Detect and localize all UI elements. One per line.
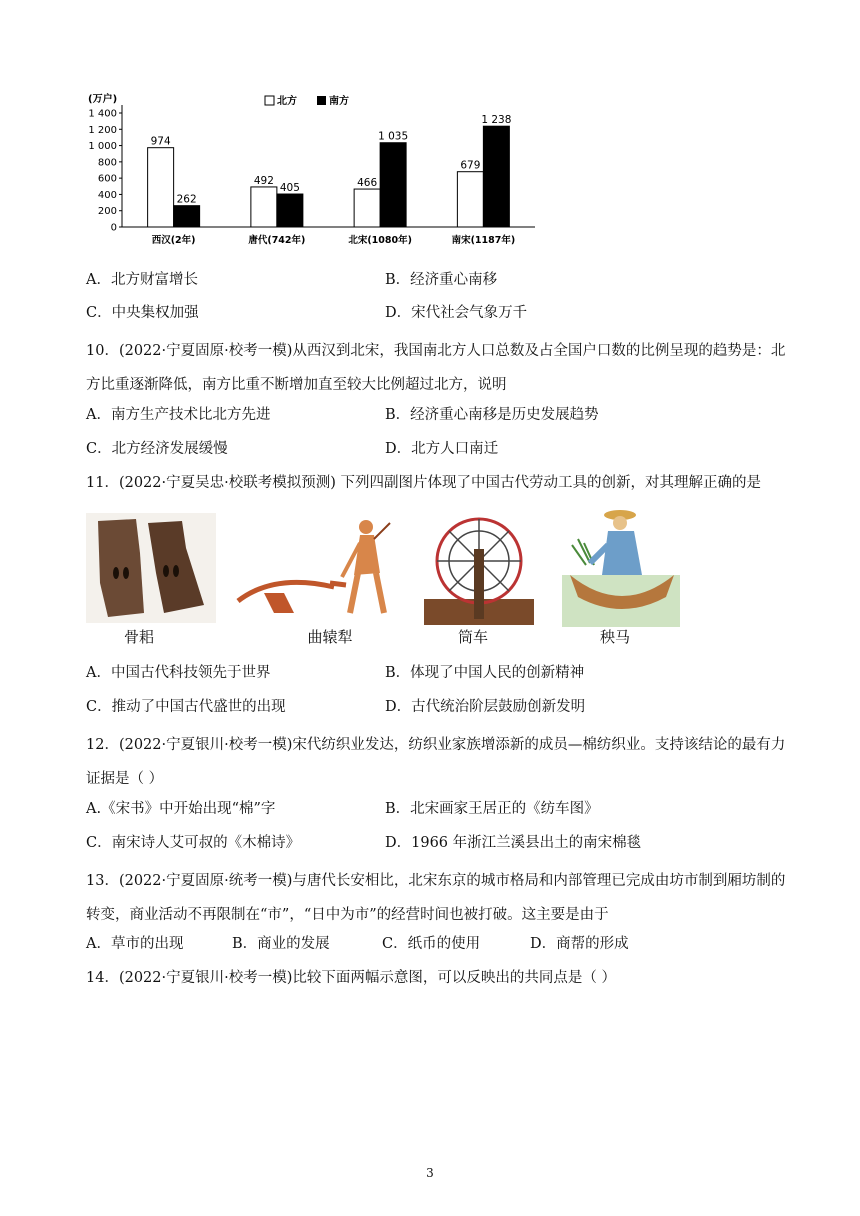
legend-label-south: 南方 <box>329 96 349 107</box>
bar-north <box>457 172 483 227</box>
bar-north <box>251 187 277 227</box>
bar-value-label: 679 <box>460 159 481 172</box>
bar-value-label: 974 <box>150 135 171 148</box>
bone-spade-image <box>86 513 216 623</box>
caption-curved-plow: 曲辕犁 <box>307 628 353 646</box>
q14-stem: 14．(2022·宁夏银川·校考一模)比较下面两幅示意图，可以反映出的共同点是（ ） <box>86 970 616 986</box>
caption-rice-seedling-horse: 秧马 <box>599 628 630 646</box>
q11-option-b: B．体现了中国人民的创新精神 <box>385 665 585 681</box>
q10-option-a: A．南方生产技术比北方先进 <box>86 407 271 423</box>
y-tick-label: 1 400 <box>88 108 117 120</box>
bar-north <box>148 148 174 227</box>
q9-option-d: D．宋代社会气象万千 <box>385 305 528 321</box>
bar-value-label: 1 035 <box>378 130 409 143</box>
y-tick-label: 1 200 <box>88 124 117 136</box>
bar-south <box>277 194 303 227</box>
q11-option-a: A．中国古代科技领先于世界 <box>86 665 271 681</box>
caption-waterwheel: 筒车 <box>457 628 488 646</box>
page-number: 3 <box>426 1166 434 1180</box>
q12-option-a: A.《宋书》中开始出现“棉”字 <box>86 801 276 817</box>
q12-option-c: C．南宋诗人艾可叔的《木棉诗》 <box>86 835 301 851</box>
curved-plow-image <box>234 513 402 623</box>
q11-stem: 11．(2022·宁夏吴忠·校联考模拟预测) 下列四副图片体现了中国古代劳动工具的创新，对其理解正确的是 <box>86 475 761 491</box>
x-category-label: 南宋(1187年) <box>451 235 516 246</box>
bar-value-label: 405 <box>279 182 300 195</box>
caption-bone-spade: 骨耜 <box>123 628 154 646</box>
population-bar-chart <box>80 88 540 258</box>
bar-value-label: 262 <box>176 193 197 206</box>
bar-south <box>174 206 200 227</box>
q10-stem: 10．(2022·宁夏固原·校考一模)从西汉到北宋，我国南北方人口总数及占全国户口数的比例呈现的趋势是：北方比重逐渐降低，南方比重不断增加直至较大比例超过北方，说明 <box>86 343 786 393</box>
q13-option-b: B．商业的发展 <box>232 936 330 952</box>
q9-option-c: C．中央集权加强 <box>86 305 199 321</box>
bar-north <box>354 189 380 227</box>
q12-option-b: B．北宋画家王居正的《纺车图》 <box>385 801 599 817</box>
waterwheel-image <box>424 509 534 625</box>
q10-option-d: D．北方人口南迁 <box>385 441 499 457</box>
rice-seedling-horse-image <box>562 505 680 627</box>
legend-swatch-south <box>317 96 326 105</box>
tools-figure <box>86 505 686 645</box>
legend-label-north: 北方 <box>277 96 297 107</box>
q13-stem: 13．(2022·宁夏固原·统考一模)与唐代长安相比，北宋东京的城市格局和内部管理已完成由坊市制到厢坊制的转变，商业活动不再限制在“市”，“日中为市”的经营时间也被打破。这主要是由于 <box>86 873 786 923</box>
q11-option-c: C．推动了中国古代盛世的出现 <box>86 699 286 715</box>
bar-value-label: 492 <box>253 174 274 187</box>
bar-south <box>380 143 406 227</box>
y-tick-label: 800 <box>97 157 117 169</box>
q12-option-d: D．1966 年浙江兰溪县出土的南宋棉毯 <box>385 835 642 851</box>
q11-option-d: D．古代统治阶层鼓励创新发明 <box>385 699 586 715</box>
q13-option-d: D．商帮的形成 <box>530 936 629 952</box>
bar-value-label: 466 <box>357 177 378 190</box>
y-tick-label: 0 <box>110 222 117 234</box>
q10-option-b: B．经济重心南移是历史发展趋势 <box>385 407 599 423</box>
legend-swatch-north <box>265 96 274 105</box>
y-tick-label: 400 <box>97 189 117 201</box>
y-unit-label: (万户) <box>88 94 118 105</box>
bar-south <box>483 126 509 227</box>
x-category-label: 唐代(742年) <box>248 235 306 246</box>
q12-stem: 12．(2022·宁夏银川·校考一模)宋代纺织业发达，纺织业家族增添新的成员—棉纺织业。支持该结论的最有力证据是（ ） <box>86 737 786 787</box>
q9-option-b: B．经济重心南移 <box>385 272 498 288</box>
y-tick-label: 1 000 <box>88 141 117 153</box>
q13-option-c: C．纸币的使用 <box>382 936 481 952</box>
q10-option-c: C．北方经济发展缓慢 <box>86 441 228 457</box>
y-tick-label: 200 <box>97 206 117 218</box>
bar-value-label: 1 238 <box>481 114 512 127</box>
q13-option-a: A．草市的出现 <box>86 936 184 952</box>
x-category-label: 北宋(1080年) <box>348 235 412 246</box>
x-category-label: 西汉(2年) <box>151 235 196 246</box>
q9-option-a: A．北方财富增长 <box>86 272 198 288</box>
y-tick-label: 600 <box>97 173 117 185</box>
